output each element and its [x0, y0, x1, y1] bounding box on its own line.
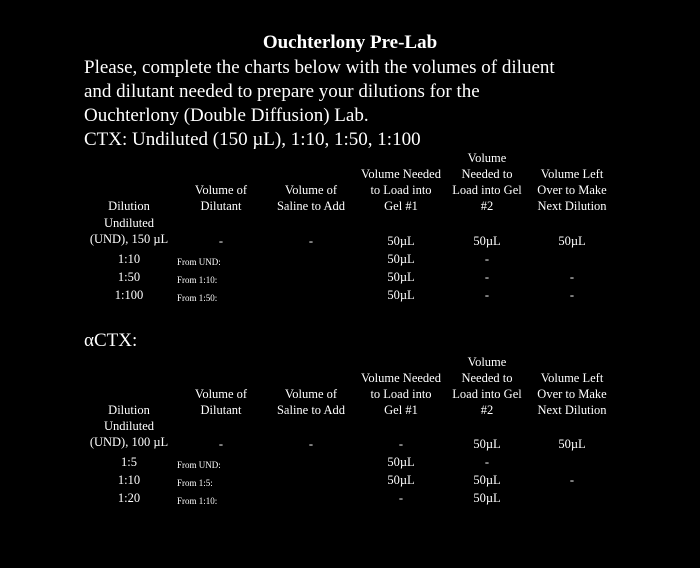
cell-gel1: 50µL — [387, 234, 415, 248]
cell-left-over: - — [569, 288, 575, 302]
header-left-over: Volume Left Over to Make Next Dilution — [537, 371, 607, 417]
header-gel1: Volume Needed to Load into Gel #1 — [361, 371, 441, 417]
instruction-line: and dilutant needed to prepare your dilutions for the — [84, 81, 480, 102]
cell-gel2: - — [484, 252, 490, 266]
cell-dilutant: From UND: — [177, 257, 221, 267]
header-dilutant: Volume of Dilutant — [194, 387, 248, 417]
header-gel2: Volume Needed to Load into Gel #2 — [452, 151, 522, 213]
instruction-line: Please, complete the charts below with the volumes of diluent — [84, 57, 555, 78]
cell-gel1: 50µL — [387, 252, 415, 266]
header-dilution: Dilution — [108, 199, 150, 213]
cell-gel1: - — [398, 491, 404, 505]
cell-left-over: - — [569, 473, 575, 487]
cell-gel2: - — [484, 270, 490, 284]
instructions — [84, 56, 684, 152]
header-gel1: Volume Needed to Load into Gel #1 — [361, 167, 441, 213]
table-row: Undiluted (UND), 150 µL — [89, 216, 169, 246]
cell-dilutant: From 1:50: — [177, 293, 218, 303]
cell-dilution: 1:20 — [117, 491, 141, 505]
cell-dilution: 1:50 — [117, 270, 141, 284]
cell-dilutant: From 1:5: — [177, 478, 213, 488]
cell-left-over: 50µL — [558, 234, 586, 248]
cell-gel1: 50µL — [387, 455, 415, 469]
header-dilution: Dilution — [108, 403, 150, 417]
header-saline: Volume of Saline to Add — [276, 183, 346, 213]
cell-gel2: - — [484, 455, 490, 469]
cell-gel2: 50µL — [473, 473, 501, 487]
cell-gel2: 50µL — [473, 491, 501, 505]
cell-gel1: 50µL — [387, 473, 415, 487]
cell-dilutant: From 1:10: — [177, 496, 218, 506]
cell-gel1: - — [398, 437, 404, 451]
page-title: Ouchterlony Pre-Lab — [262, 32, 438, 53]
table-row: Undiluted (UND), 100 µL — [89, 419, 169, 449]
cell-dilution: 1:100 — [114, 288, 144, 302]
cell-left-over: 50µL — [558, 437, 586, 451]
cell-dilution: 1:5 — [121, 455, 137, 469]
cell-gel1: 50µL — [387, 270, 415, 284]
cell-dilutant: - — [218, 234, 224, 248]
cell-saline: - — [308, 437, 314, 451]
cell-gel2: 50µL — [473, 437, 501, 451]
cell-dilution: 1:10 — [117, 252, 141, 266]
header-gel2: Volume Needed to Load into Gel #2 — [452, 355, 522, 417]
instruction-line: CTX: Undiluted (150 µL), 1:10, 1:50, 1:100 — [84, 129, 421, 150]
cell-dilutant: - — [218, 437, 224, 451]
instruction-line: Ouchterlony (Double Diffusion) Lab. — [84, 105, 369, 126]
actx-section-label: αCTX: — [84, 330, 138, 351]
header-saline: Volume of Saline to Add — [276, 387, 346, 417]
cell-gel2: - — [484, 288, 490, 302]
cell-dilutant: From UND: — [177, 460, 221, 470]
cell-saline: - — [308, 234, 314, 248]
header-left-over: Volume Left Over to Make Next Dilution — [537, 167, 607, 213]
cell-gel2: 50µL — [473, 234, 501, 248]
cell-dilutant: From 1:10: — [177, 275, 218, 285]
cell-gel1: 50µL — [387, 288, 415, 302]
cell-dilution: 1:10 — [117, 473, 141, 487]
cell-left-over: - — [569, 270, 575, 284]
header-dilutant: Volume of Dilutant — [194, 183, 248, 213]
